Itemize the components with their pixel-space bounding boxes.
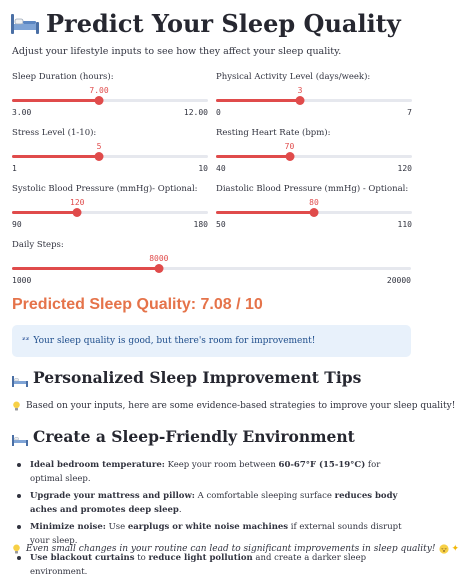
tips-intro [12, 401, 455, 411]
list-item [14, 489, 414, 517]
slider-label: Physical Activity Level (days/week): [216, 72, 371, 82]
slider-thumb[interactable] [310, 208, 319, 217]
slider-max: 12.00 [183, 108, 208, 117]
tip-bold: Use blackout curtains [30, 553, 135, 563]
bed-icon [12, 431, 28, 443]
lightbulb-icon [12, 401, 21, 411]
sleeping-face-icon [439, 544, 449, 554]
slider-thumb[interactable] [285, 152, 294, 161]
list-item [14, 458, 414, 486]
sparkles-icon: ✦ [451, 544, 459, 554]
tip-text: A comfortable sleeping surface [194, 491, 335, 501]
tip-text: to [134, 553, 149, 563]
slider-value: 8000 [149, 254, 169, 263]
slider-fill [216, 99, 300, 102]
tip-bold: Ideal bedroom temperature: [30, 460, 165, 470]
tip-text: . [178, 505, 182, 515]
page-title [10, 6, 401, 40]
slider-min: 0 [216, 108, 221, 117]
diastolic-bp-slider[interactable] [216, 184, 412, 230]
list-item [14, 551, 414, 579]
tips-heading-text: Personalized Sleep Improvement Tips [33, 368, 362, 387]
slider-min: 90 [12, 220, 22, 229]
tip-text: Use [105, 522, 128, 532]
tip-bold: Minimize noise: [30, 522, 106, 532]
tip-bold: reduces body aches and promotes deep sleep [30, 491, 398, 515]
slider-fill [216, 155, 290, 158]
systolic-bp-slider[interactable] [12, 184, 208, 230]
footer-text: Even small changes in your routine can lead to significant improvements in sleep quality! [26, 544, 436, 554]
slider-thumb[interactable] [73, 208, 82, 217]
slider-fill [12, 267, 159, 270]
lightbulb-icon [12, 544, 21, 554]
slider-fill [216, 211, 314, 214]
slider-thumb[interactable] [95, 96, 104, 105]
slider-track[interactable] [216, 155, 412, 158]
slider-max: 7 [407, 108, 412, 117]
slider-value: 5 [96, 142, 102, 151]
page-subtitle: Adjust your lifestyle inputs to see how they affect your sleep quality. [12, 46, 342, 57]
tip-bold: earplugs or white noise machines [127, 522, 289, 532]
slider-track[interactable] [12, 211, 208, 214]
slider-label: Sleep Duration (hours): [12, 72, 114, 82]
sleep-duration-slider[interactable] [12, 72, 208, 118]
environment-tips-list [14, 458, 414, 582]
slider-min: 50 [216, 220, 226, 229]
slider-thumb[interactable] [154, 264, 163, 273]
tip-text: and create a darker sleep environment. [30, 553, 367, 577]
slider-min: 1 [12, 164, 17, 173]
slider-value: 120 [70, 198, 85, 207]
bed-icon [12, 372, 28, 384]
slider-value: 7.00 [89, 86, 109, 95]
slider-max: 20000 [386, 276, 411, 285]
predicted-quality-result: Predicted Sleep Quality: 7.08 / 10 [12, 296, 263, 313]
tip-text: Keep your room between [164, 460, 279, 470]
slider-max: 180 [193, 220, 208, 229]
slider-track[interactable] [12, 99, 208, 102]
environment-heading [12, 427, 355, 446]
slider-min: 40 [216, 164, 226, 173]
slider-label: Resting Heart Rate (bpm): [216, 128, 331, 138]
slider-track[interactable] [216, 211, 412, 214]
slider-thumb[interactable] [296, 96, 305, 105]
daily-steps-slider[interactable] [12, 240, 411, 286]
page-heading: Predict Your Sleep Quality [46, 8, 401, 38]
slider-max: 120 [397, 164, 412, 173]
footer-note [12, 544, 459, 554]
slider-label: Diastolic Blood Pressure (mmHg) - Optional: [216, 184, 409, 194]
tip-text: if external sounds disrupt your sleep. [30, 522, 402, 546]
slider-min: 3.00 [12, 108, 32, 117]
tip-bold: reduce light pollution [148, 553, 253, 563]
slider-min: 1000 [12, 276, 32, 285]
tip-text: for optimal sleep. [30, 460, 381, 484]
slider-label: Stress Level (1-10): [12, 128, 97, 138]
slider-fill [12, 99, 99, 102]
slider-max: 10 [198, 164, 208, 173]
slider-track[interactable] [12, 267, 411, 270]
sleeping-zzz-icon: ᶻᶻ [22, 336, 30, 346]
tip-bold: 60-67°F (15-19°C) [278, 460, 366, 470]
slider-fill [12, 155, 99, 158]
tips-intro-text: Based on your inputs, here are some evidence-based strategies to improve your sleep quality! [26, 401, 456, 411]
slider-value: 3 [297, 86, 303, 95]
slider-value: 70 [284, 142, 295, 151]
environment-heading-text: Create a Sleep-Friendly Environment [33, 427, 355, 446]
slider-thumb[interactable] [95, 152, 104, 161]
slider-label: Systolic Blood Pressure (mmHg)- Optional: [12, 184, 198, 194]
info-alert [12, 325, 411, 357]
slider-track[interactable] [12, 155, 208, 158]
slider-max: 110 [397, 220, 412, 229]
physical-activity-slider[interactable] [216, 72, 412, 118]
tips-heading [12, 368, 361, 387]
info-message: Your sleep quality is good, but there's room for improvement! [33, 336, 316, 346]
slider-track[interactable] [216, 99, 412, 102]
slider-fill [12, 211, 77, 214]
bed-icon [10, 10, 40, 36]
tip-bold: Upgrade your mattress and pillow: [30, 491, 195, 501]
stress-level-slider[interactable] [12, 128, 208, 174]
resting-heart-rate-slider[interactable] [216, 128, 412, 174]
slider-value: 80 [309, 198, 319, 207]
slider-label: Daily Steps: [12, 240, 64, 250]
